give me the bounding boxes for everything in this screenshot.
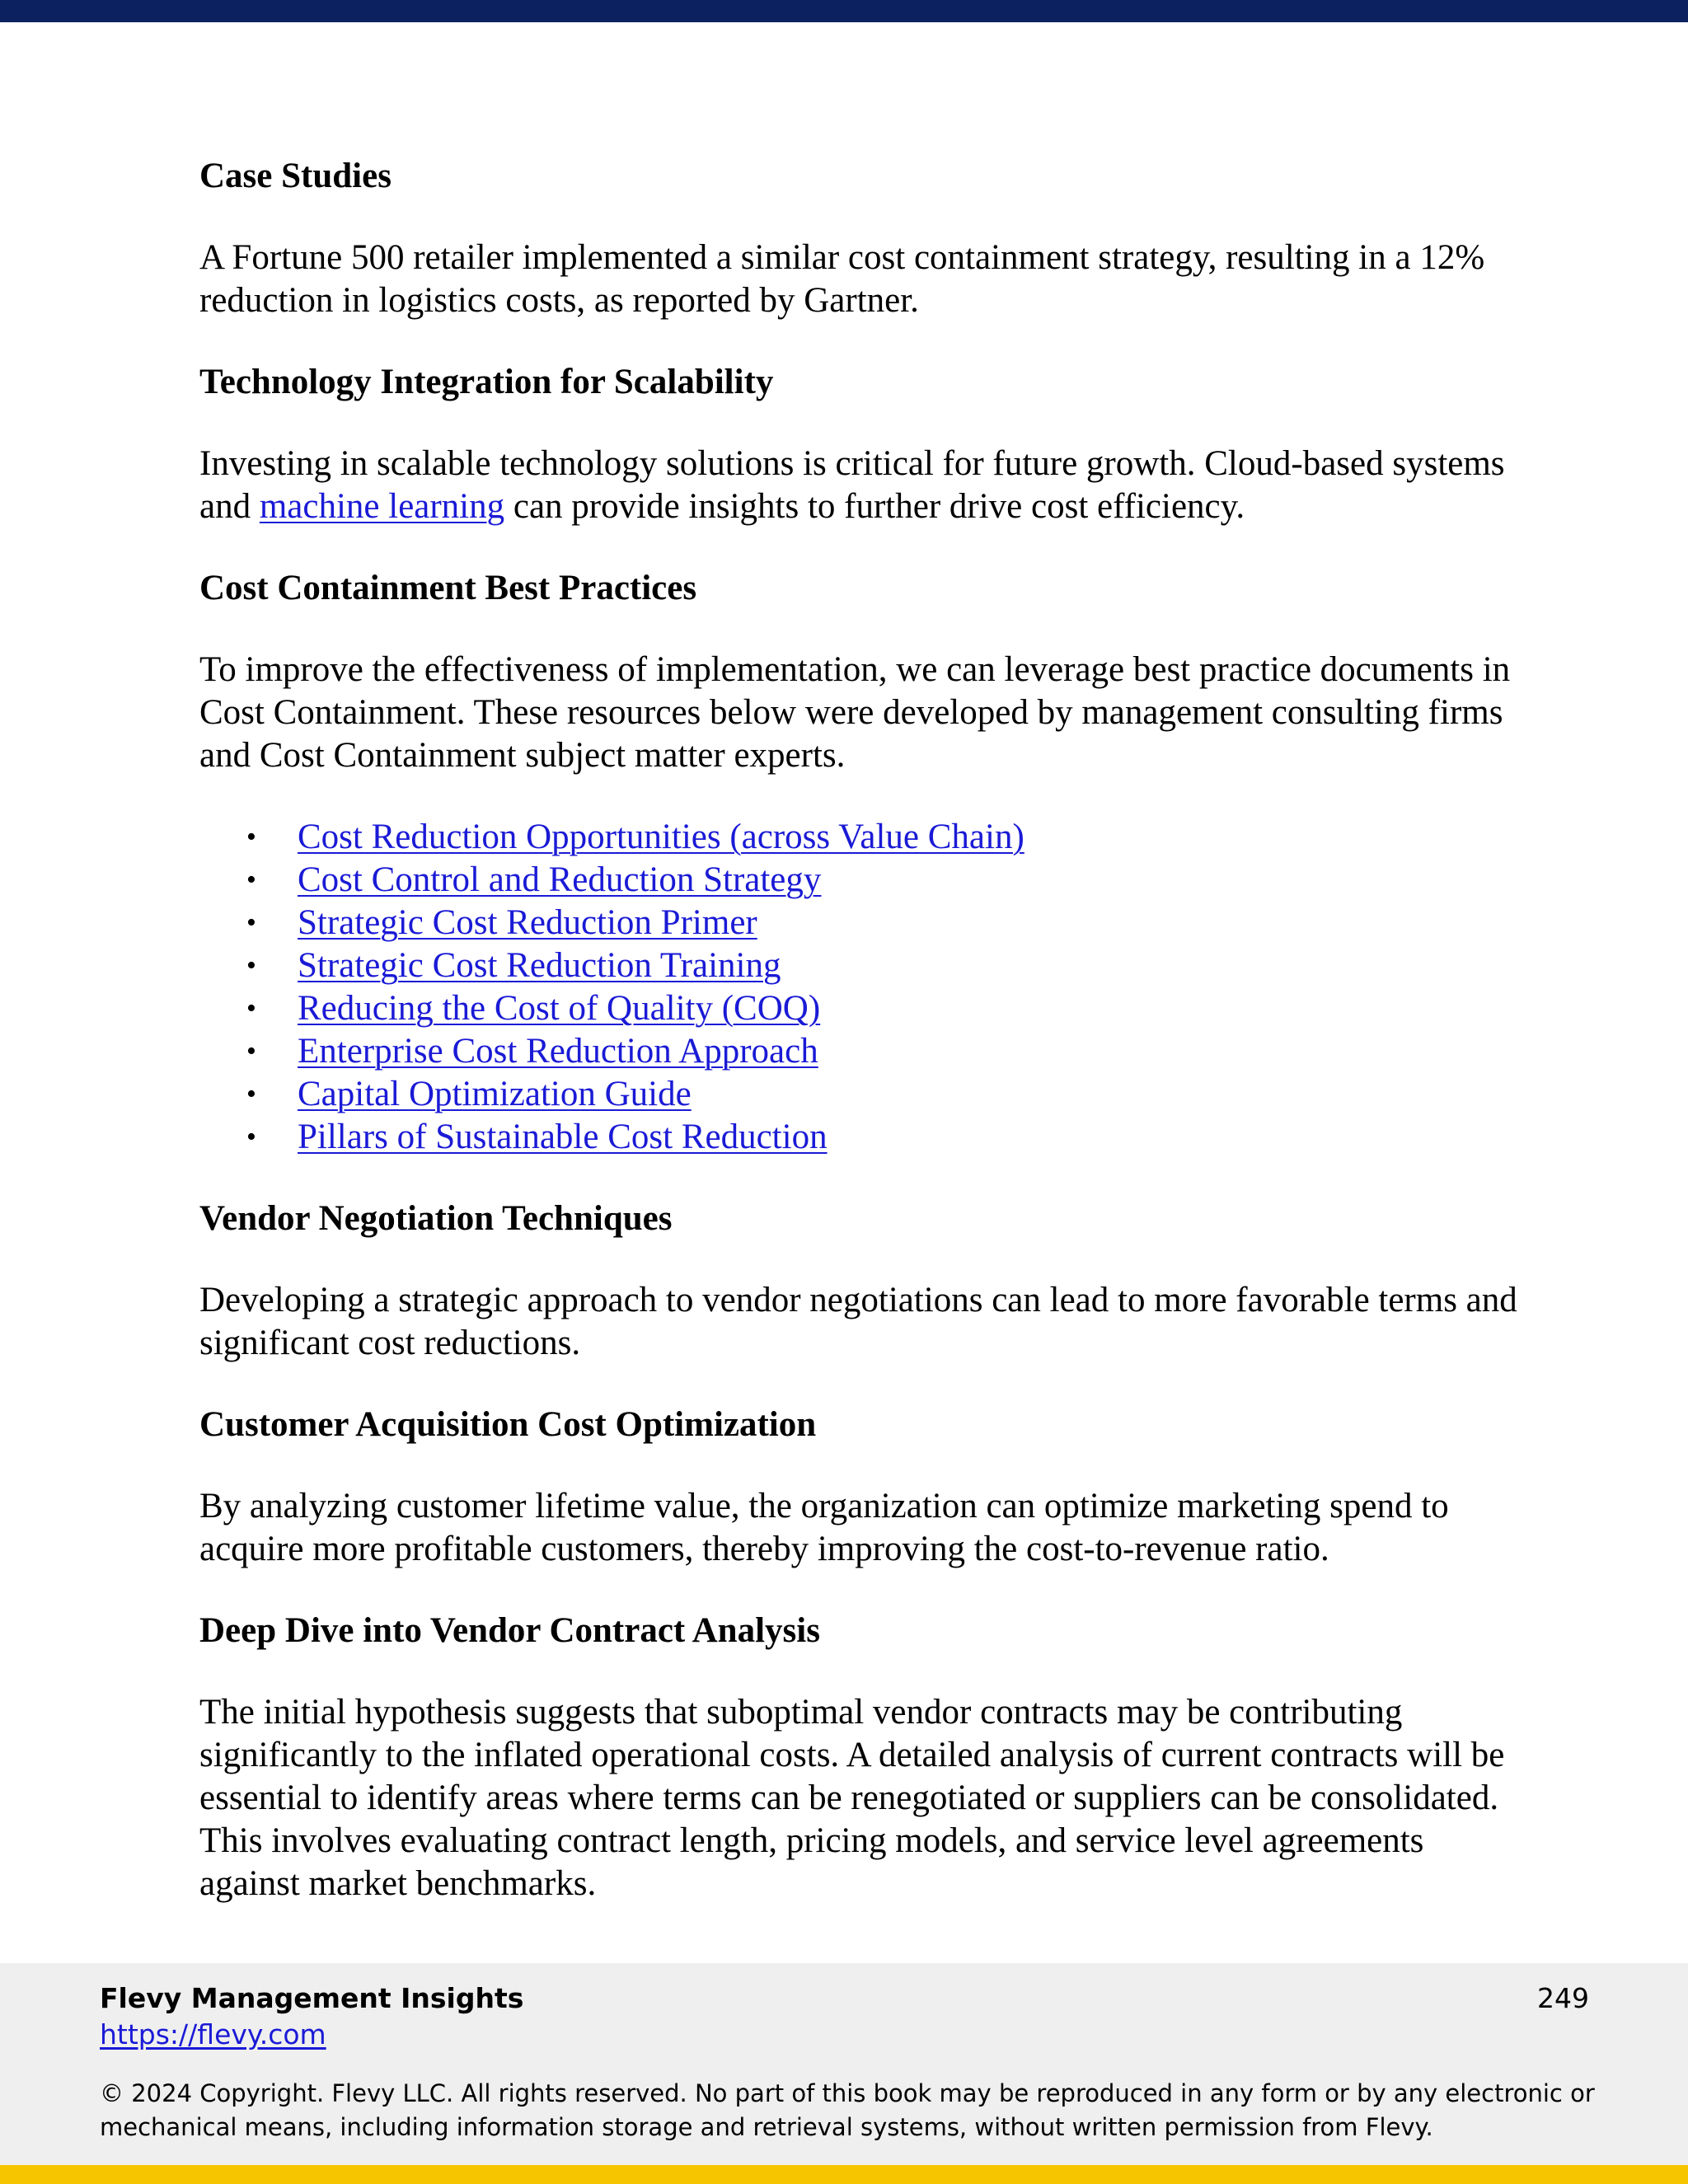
page-number: 249 — [1537, 1982, 1589, 2014]
paragraph-text: Investing in scalable technology solutions is critical for future growth. Cloud-based systems and — [199, 444, 1505, 526]
best-practice-link[interactable]: Pillars of Sustainable Cost Reduction — [298, 1118, 828, 1156]
list-item — [199, 1030, 1518, 1073]
section-heading-vendor-negotiation: Vendor Negotiation Techniques — [199, 1199, 673, 1238]
bullet-icon: • — [246, 1079, 256, 1109]
best-practices-paragraph: To improve the effectiveness of implementation, we can leverage best practice documents in Cost Containment. These resources below were developed by management consulting firms and Cost Containment subject matter experts. — [199, 650, 1511, 775]
best-practice-link[interactable]: Reducing the Cost of Quality (COQ) — [298, 989, 821, 1028]
best-practice-link[interactable]: Cost Reduction Opportunities (across Value Chain) — [298, 818, 1025, 856]
bullet-icon: • — [246, 993, 256, 1024]
section-heading-best-practices: Cost Containment Best Practices — [199, 569, 697, 607]
list-item — [199, 1073, 1518, 1116]
paragraph-text: can provide insights to further drive cost efficiency. — [504, 487, 1245, 526]
section-heading-customer-acquisition: Customer Acquisition Cost Optimization — [199, 1405, 817, 1444]
vendor-contract-analysis-paragraph: The initial hypothesis suggests that suboptimal vendor contracts may be contributing significantly to the inflated operational costs. A detailed analysis of current contracts will be essential to identify areas where terms can be renegotiated or suppliers can be consolidated. This involves evaluating contract length, pricing models, and service level agreements against market benchmarks. — [199, 1693, 1505, 1903]
section-heading-case-studies: Case Studies — [199, 157, 392, 195]
bullet-icon: • — [246, 1036, 256, 1066]
list-item — [199, 987, 1518, 1030]
machine-learning-link[interactable]: machine learning — [259, 487, 505, 526]
customer-acquisition-paragraph: By analyzing customer lifetime value, the organization can optimize marketing spend to acquire more profitable customers, thereby improving the cost-to-revenue ratio. — [199, 1487, 1449, 1568]
section-heading-vendor-contract-analysis: Deep Dive into Vendor Contract Analysis — [199, 1611, 820, 1650]
footer-url-link[interactable]: https://flevy.com — [100, 2018, 326, 2050]
list-item — [199, 902, 1518, 944]
list-item — [199, 944, 1518, 987]
list-item — [199, 816, 1518, 859]
list-item — [199, 859, 1518, 902]
bullet-icon: • — [246, 907, 256, 938]
bullet-icon: • — [246, 865, 256, 895]
list-item — [199, 1116, 1518, 1159]
copyright-notice: © 2024 Copyright. Flevy LLC. All rights reserved. No part of this book may be reproduced in any form or by any electronic or mechanical means, including information storage and retrieval systems, without written permission from Flevy. — [100, 2079, 1595, 2141]
bullet-icon: • — [246, 1122, 256, 1152]
vendor-negotiation-paragraph: Developing a strategic approach to vendor negotiations can lead to more favorable terms and significant cost reductions. — [199, 1281, 1517, 1362]
technology-integration-paragraph — [199, 443, 1518, 528]
best-practice-links-list — [199, 816, 1518, 1159]
bullet-icon: • — [246, 822, 256, 852]
best-practice-link[interactable]: Capital Optimization Guide — [298, 1075, 692, 1113]
case-studies-paragraph: A Fortune 500 retailer implemented a similar cost containment strategy, resulting in a 12% reduction in logistics costs, as reported by Gartner. — [199, 238, 1485, 320]
bullet-icon: • — [246, 950, 256, 981]
best-practice-link[interactable]: Strategic Cost Reduction Primer — [298, 903, 757, 942]
best-practice-link[interactable]: Cost Control and Reduction Strategy — [298, 860, 822, 899]
page-footer — [0, 1963, 1688, 2165]
document-body — [199, 155, 1518, 1944]
section-heading-technology-integration: Technology Integration for Scalability — [199, 363, 774, 401]
best-practice-link[interactable]: Enterprise Cost Reduction Approach — [298, 1032, 818, 1071]
bottom-accent-bar — [0, 2165, 1688, 2184]
best-practice-link[interactable]: Strategic Cost Reduction Training — [298, 946, 781, 985]
footer-brand: Flevy Management Insights — [100, 1982, 524, 2014]
top-accent-bar — [0, 0, 1688, 22]
